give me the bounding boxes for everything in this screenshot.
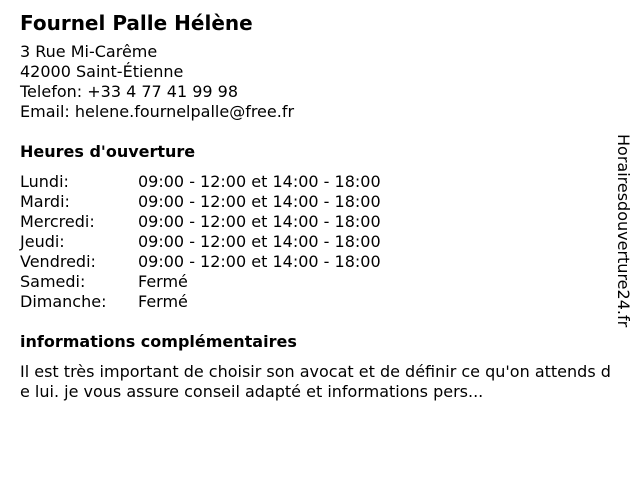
contact-block bbox=[20, 42, 610, 122]
hours-time: Fermé bbox=[138, 292, 188, 311]
hours-day: Mercredi: bbox=[20, 212, 95, 231]
hours-row bbox=[20, 192, 381, 212]
email-address: Email: helene.fournelpalle@free.fr bbox=[20, 102, 295, 121]
hours-row bbox=[20, 212, 381, 232]
address-street: 3 Rue Mi-Carême bbox=[20, 42, 158, 61]
business-name: Fournel Palle Hélène bbox=[20, 11, 253, 35]
hours-row bbox=[20, 172, 381, 192]
hours-day: Dimanche: bbox=[20, 292, 107, 311]
phone-number: Telefon: +33 4 77 41 99 98 bbox=[20, 82, 239, 101]
hours-time: 09:00 - 12:00 et 14:00 - 18:00 bbox=[138, 172, 381, 191]
info-heading: informations complémentaires bbox=[20, 332, 297, 351]
hours-day: Mardi: bbox=[20, 192, 70, 211]
hours-day: Lundi: bbox=[20, 172, 69, 191]
hours-row bbox=[20, 232, 381, 252]
hours-heading: Heures d'ouverture bbox=[20, 142, 196, 161]
hours-time: 09:00 - 12:00 et 14:00 - 18:00 bbox=[138, 212, 381, 231]
hours-table bbox=[20, 172, 381, 312]
info-description: Il est très important de choisir son avocat et de définir ce qu'on attends de lui. je vous assure conseil adapté et informations pers... bbox=[20, 362, 611, 401]
hours-day: Vendredi: bbox=[20, 252, 96, 271]
hours-row bbox=[20, 252, 381, 272]
site-watermark: Horairesdouverture24.fr bbox=[614, 134, 633, 328]
hours-day: Jeudi: bbox=[20, 232, 65, 251]
hours-time: 09:00 - 12:00 et 14:00 - 18:00 bbox=[138, 192, 381, 211]
hours-day: Samedi: bbox=[20, 272, 86, 291]
hours-time: Fermé bbox=[138, 272, 188, 291]
hours-row bbox=[20, 292, 381, 312]
hours-row bbox=[20, 272, 381, 292]
address-city: 42000 Saint-Étienne bbox=[20, 62, 184, 81]
hours-time: 09:00 - 12:00 et 14:00 - 18:00 bbox=[138, 252, 381, 271]
business-card bbox=[20, 8, 610, 402]
hours-time: 09:00 - 12:00 et 14:00 - 18:00 bbox=[138, 232, 381, 251]
